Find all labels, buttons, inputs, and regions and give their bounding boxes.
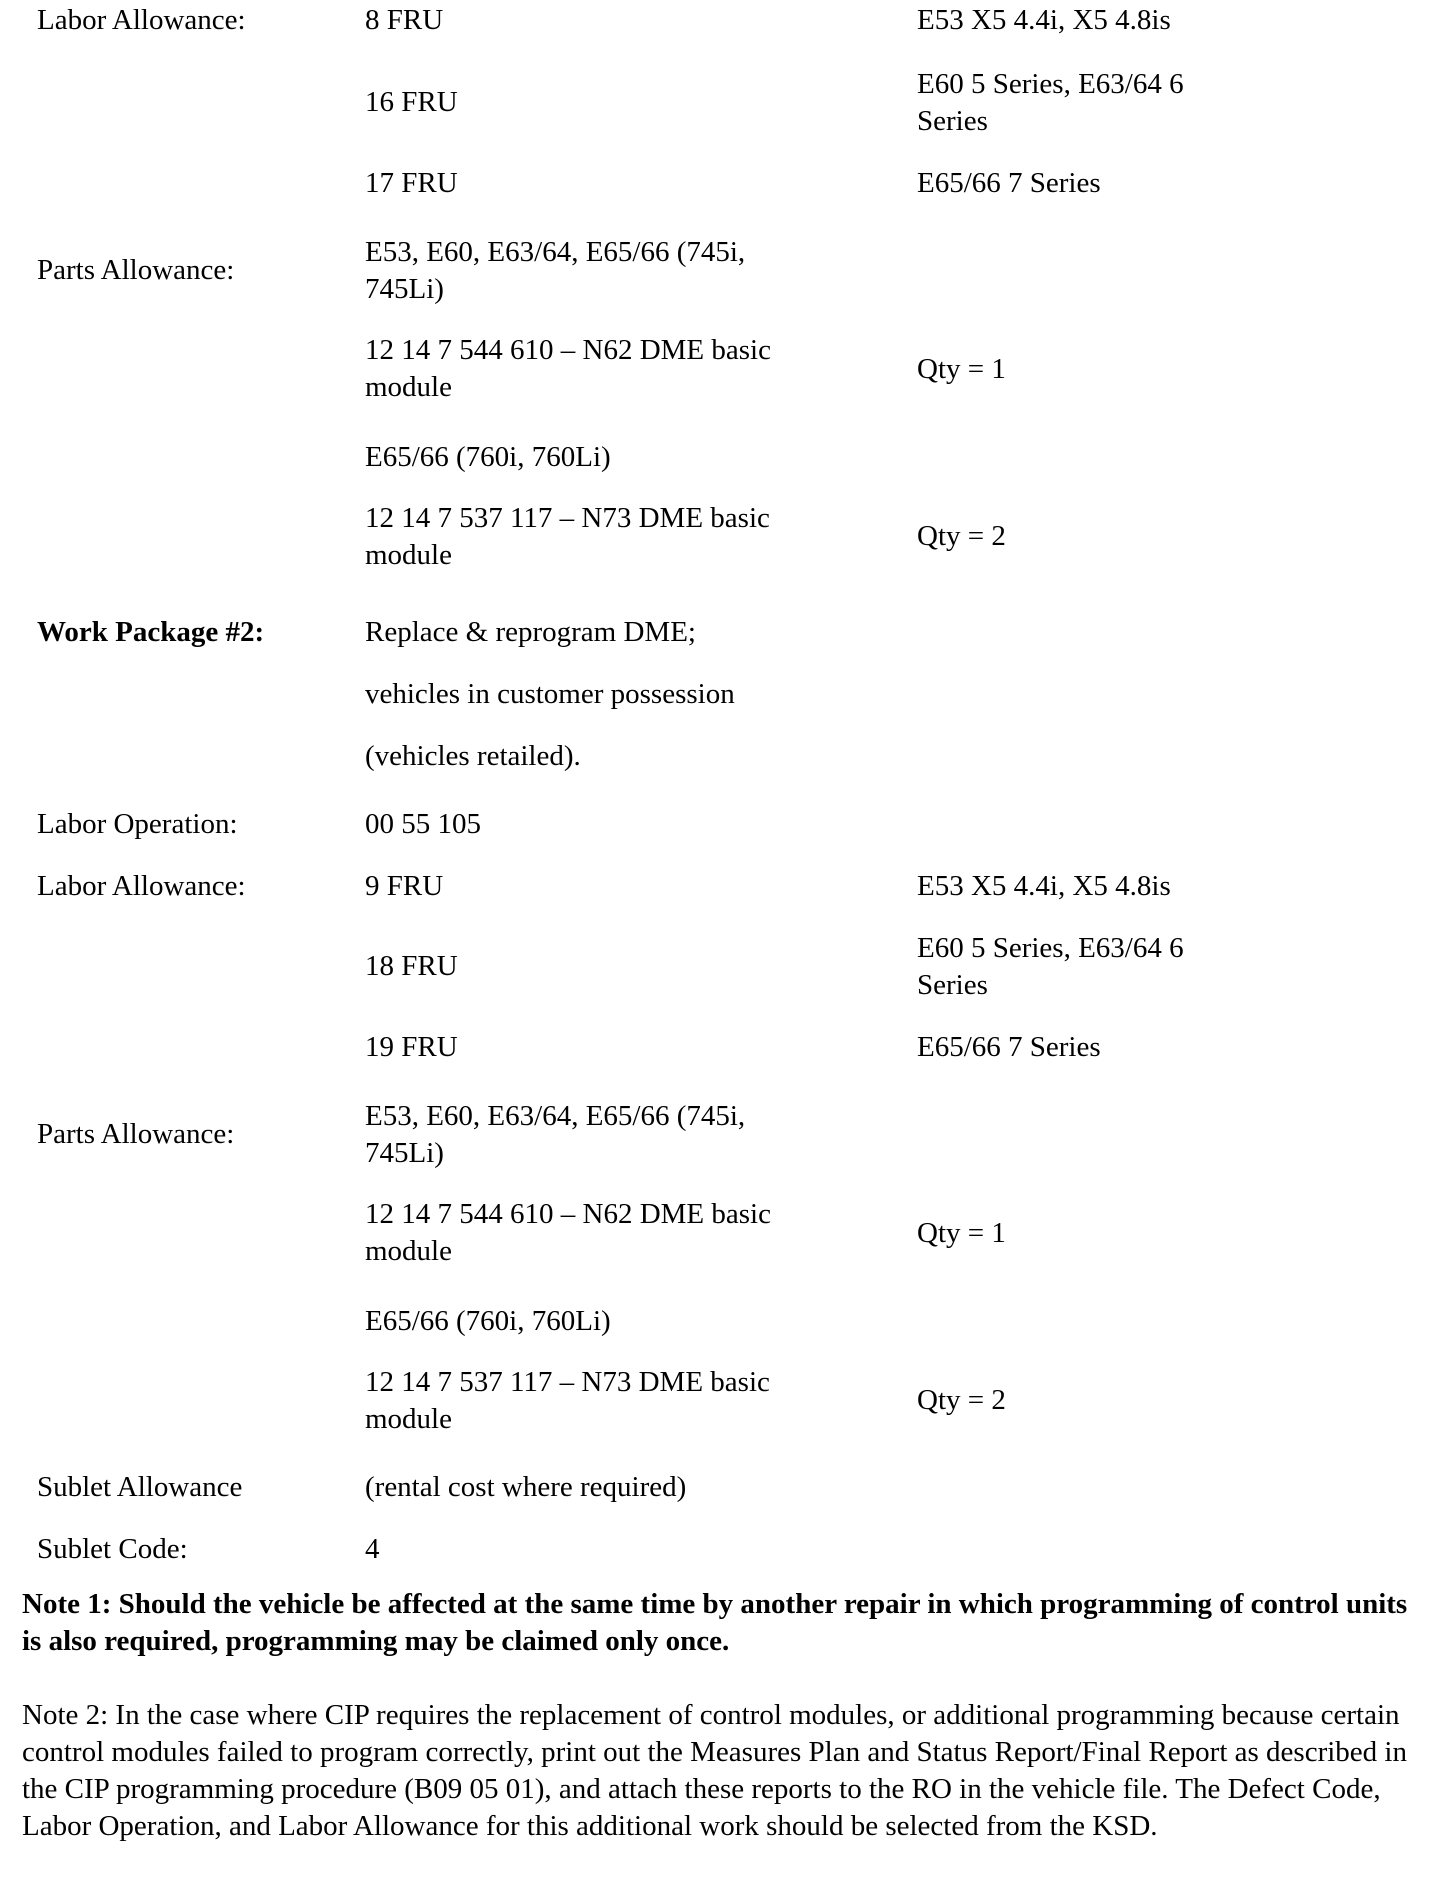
parts-models: E65/66 (760i, 760Li) <box>365 441 611 473</box>
labor-allowance-label: Labor Allowance: <box>37 4 246 36</box>
part-number: 12 14 7 537 117 – N73 DME basic <box>365 502 770 534</box>
labor-fru: 17 FRU <box>365 167 458 199</box>
part-number: 12 14 7 537 117 – N73 DME basic <box>365 1366 770 1398</box>
part-number: 12 14 7 544 610 – N62 DME basic <box>365 334 771 366</box>
part-qty: Qty = 2 <box>917 1384 1006 1416</box>
labor-models: E65/66 7 Series <box>917 167 1101 199</box>
part-qty: Qty = 1 <box>917 1217 1006 1249</box>
part-number: module <box>365 1235 452 1267</box>
work-package-heading: Work Package #2: <box>37 616 265 648</box>
labor-allowance-label: Labor Allowance: <box>37 870 246 902</box>
part-number: module <box>365 539 452 571</box>
work-package-description: Replace & reprogram DME; <box>365 616 696 648</box>
note-2: Note 2: In the case where CIP requires the replacement of control modules, or additional programming because certain control modules failed to program correctly, print out the Measures Plan and Status Report/Final Report as described in the CIP programming procedure (B09 05 01), and attach these reports to the RO in the vehicle file. The Defect Code, Labor Operation, and Labor Allowance for this additional work should be selected from the KSD. <box>22 1699 1407 1842</box>
labor-fru: 19 FRU <box>365 1031 458 1063</box>
part-number: module <box>365 1403 452 1435</box>
parts-models: 745Li) <box>365 1137 444 1169</box>
part-qty: Qty = 2 <box>917 520 1006 552</box>
parts-models: 745Li) <box>365 273 444 305</box>
part-qty: Qty = 1 <box>917 353 1006 385</box>
labor-operation-label: Labor Operation: <box>37 808 238 840</box>
sublet-code-label: Sublet Code: <box>37 1533 188 1565</box>
labor-models: Series <box>917 969 988 1001</box>
work-package-description: (vehicles retailed). <box>365 740 581 772</box>
parts-models: E53, E60, E63/64, E65/66 (745i, <box>365 236 746 268</box>
labor-fru: 16 FRU <box>365 86 458 118</box>
work-package-description: vehicles in customer possession <box>365 678 735 710</box>
note-1: Note 1: Should the vehicle be affected at the same time by another repair in which programming of control units is also required, programming may be claimed only once. <box>22 1588 1408 1657</box>
sublet-code-value: 4 <box>365 1533 380 1565</box>
labor-models: E53 X5 4.4i, X5 4.8is <box>917 4 1171 36</box>
part-number: 12 14 7 544 610 – N62 DME basic <box>365 1198 771 1230</box>
labor-models: E60 5 Series, E63/64 6 <box>917 932 1184 964</box>
labor-fru: 8 FRU <box>365 4 444 36</box>
parts-allowance-label: Parts Allowance: <box>37 254 235 286</box>
labor-models: E53 X5 4.4i, X5 4.8is <box>917 870 1171 902</box>
labor-models: E65/66 7 Series <box>917 1031 1101 1063</box>
parts-models: E65/66 (760i, 760Li) <box>365 1305 611 1337</box>
part-number: module <box>365 371 452 403</box>
labor-models: Series <box>917 105 988 137</box>
labor-fru: 18 FRU <box>365 950 458 982</box>
parts-allowance-label: Parts Allowance: <box>37 1118 235 1150</box>
sublet-allowance-label: Sublet Allowance <box>37 1471 243 1503</box>
labor-fru: 9 FRU <box>365 870 444 902</box>
labor-models: E60 5 Series, E63/64 6 <box>917 68 1184 100</box>
labor-operation-value: 00 55 105 <box>365 808 481 840</box>
sublet-allowance-value: (rental cost where required) <box>365 1471 687 1503</box>
parts-models: E53, E60, E63/64, E65/66 (745i, <box>365 1100 746 1132</box>
